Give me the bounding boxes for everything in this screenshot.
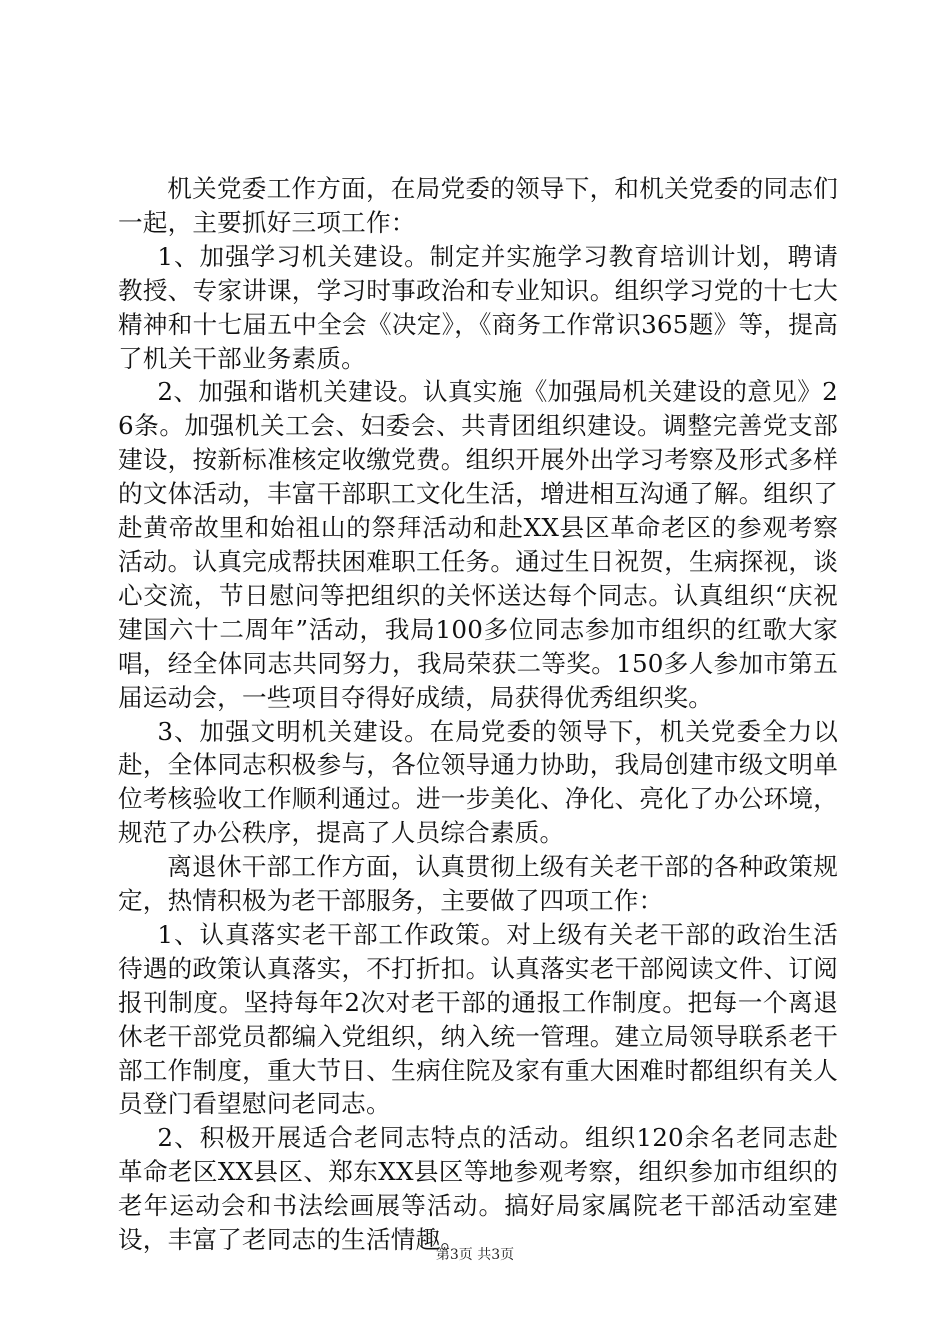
paragraph-retired-cadres-intro: 离退休干部工作方面，认真贯彻上级有关老干部的各种政策规定，热情积极为老干部服务，主要做了四项工作： (118, 852, 838, 916)
paragraph-learning-organization: 1、加强学习机关建设。制定并实施学习教育培训计划，聘请教授、专家讲课，学习时事政治和专业知识。组织学习党的十七大精神和十七届五中全会《决定》，《商务工作常识365题》等，提高了机关干部业务素质。 (118, 241, 838, 373)
paragraph-retired-cadres-policy: 1、认真落实老干部工作政策。对上级有关老干部的政治生活待遇的政策认真落实，不打折扣。认真落实老干部阅读文件、订阅报刊制度。坚持每年2次对老干部的通报工作制度。把每一个离退休老干部党员都编入党组织，纳入统一管理。建立局领导联系老干部工作制度，重大节日、生病住院及家有重大困难时都组织有关人员登门看望慰问老同志。 (118, 919, 838, 1119)
paragraph-retired-cadres-activities: 2、积极开展适合老同志特点的活动。组织120余名老同志赴革命老区XX县区、郑东XX县区等地参观考察，组织参加市组织的老年运动会和书法绘画展等活动。搞好局家属院老干部活动室建设，丰富了老同志的生活情趣。 (118, 1123, 838, 1255)
paragraph-civilized-organization: 3、加强文明机关建设。在局党委的领导下，机关党委全力以赴，全体同志积极参与，各位领导通力协助，我局创建市级文明单位考核验收工作顺利通过。进一步美化、净化、亮化了办公环境，规范了办公秩序，提高了人员综合素质。 (118, 716, 838, 848)
paragraph-party-committee-intro: 机关党委工作方面，在局党委的领导下，和机关党委的同志们一起，主要抓好三项工作： (118, 174, 838, 237)
document-body (118, 172, 838, 1257)
page-footer: 第3页 共3页 (435, 1247, 515, 1263)
paragraph-harmonious-organization: 2、加强和谐机关建设。认真实施《加强局机关建设的意见》26条。加强机关工会、妇委会、共青团组织建设。调整完善党支部建设，按新标准核定收缴党费。组织开展外出学习考察及形式多样的文体活动，丰富干部职工文化生活，增进相互沟通了解。组织了赴黄帝故里和始祖山的祭拜活动和赴XX县区革命老区的参观考察活动。认真完成帮扶困难职工任务。通过生日祝贺，生病探视，谈心交流，节日慰问等把组织的关怀送达每个同志。认真组织“庆祝建国六十二周年”活动，我局100多位同志参加市组织的红歌大家唱，经全体同志共同努力，我局荣获二等奖。150多人参加市第五届运动会，一些项目夺得好成绩，局获得优秀组织奖。 (118, 377, 838, 712)
